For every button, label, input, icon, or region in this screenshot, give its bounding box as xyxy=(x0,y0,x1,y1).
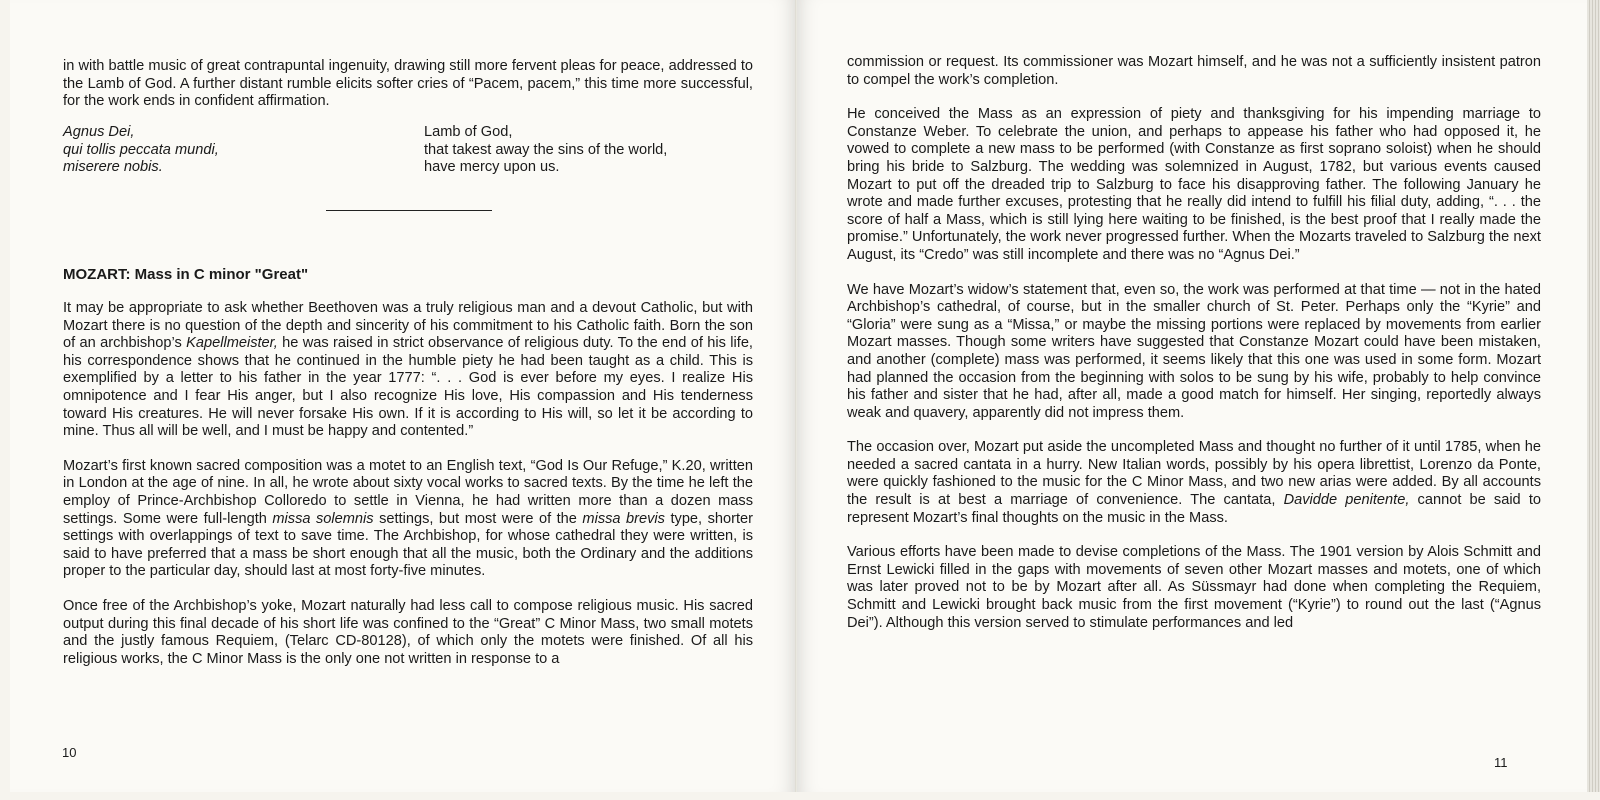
text-run: It may be appropriate to ask whether Beethoven was a truly religious man and a devout Catholic, but with Mozart there is no question of the depth and sincerity of his commitment to his Catholic faith. Born the son of an archbishop’s xyxy=(63,300,753,352)
paragraph-conception: He conceived the Mass as an expression of piety and thanksgiving for his impending marriage to Constanze Weber. To celebrate the union, and perhaps to appease his father who had opposed it, he vowed to complete a new mass to be performed (with Constanze as first soprano soloist) when he should bring his bride to Salzburg. The wedding was solemnized in August, 1782, but various events caused Mozart to put off the dreaded trip to Salzburg to face his disapproving father. The following January he wrote and made further excuses, protesting that he really did intend to fulfill his filial duty, adding, “. . . the score of half a Mass, which is still lying here waiting to be finished, is the best proof that I really made the promise.” Unfortunately, the work never progressed further. When the Mozarts traveled to Salzburg the next August, its “Credo” was still incomplete and there was no “Agnus Dei.” xyxy=(847,106,1541,263)
text-run: cannot be said to represent Mozart’s final thoughts on the music in the Mass. xyxy=(847,492,1541,526)
right-body xyxy=(847,54,1541,649)
right-page xyxy=(797,0,1587,792)
verse-latin-line: Agnus Dei, xyxy=(63,124,135,140)
text-run: he was raised in strict observance of religious duty. To the end of his life, his correspondence shows that he continued in the humble piety he had been taught as a child. This is exemplified by a letter to his father in the year 1777: “. . . God is ever before my eyes. I realize His omnipotence and I fear His anger, but I also recognize His love, His compassion and His tenderness toward His creatures. He will never forsake His own. If it is according to His will, so let it be according to mine. Thus all will be well, and I must be happy and contented.” xyxy=(63,335,753,440)
text-run-italic: missa brevis xyxy=(582,510,665,527)
text-run: type, shorter settings with overlappings of text to save time. The Archbishop, for whose cathedral they were written, is said to have preferred that a mass be short enough that all the music, both the Ordinary and the additions proper to the particular day, should last at most forty-five minutes. xyxy=(63,510,754,580)
verse-latin-line: qui tollis peccata mundi, xyxy=(63,141,219,158)
page-edges xyxy=(1587,0,1600,792)
text-run: The occasion over, Mozart put aside the uncompleted Mass and thought no further of it until 1785, when he needed a sacred cantata in a hurry. New Italian words, possibly by his opera librettist, Lorenzo da Ponte, were quickly fashioned to the music for the C Minor Mass, and two new arias were added. By all accounts the result is at best a marriage of convenience. The cantata, xyxy=(847,439,1541,509)
verse-english-line: that takest away the sins of the world, xyxy=(424,141,668,158)
paragraph-faith xyxy=(63,300,753,441)
intro-paragraph: in with battle music of great contrapuntal ingenuity, drawing still more fervent pleas for peace, addressed to the Lamb of God. A further distant rumble elicits softer cries of “Pacem, pacem,” this time more successful, for the work ends in confident affirmation. xyxy=(63,58,753,110)
paragraph-completions: Various efforts have been made to devise completions of the Mass. The 1901 version by Alois Schmitt and Ernst Lewicki filled in the gaps with movements of seven other Mozart masses and motets, one of which was later proved not to be by Mozart after all. As Süssmayr had done when completing the Requiem, Schmitt and Lewicki brought back music from the first movement (“Kyrie”) to round out the last (“Agnus Dei”). Although this version served to stimulate performances and led xyxy=(847,544,1541,631)
paragraph-first-composition xyxy=(63,458,753,581)
text-run: settings, but most were of the xyxy=(373,510,583,527)
page-number-left: 10 xyxy=(62,745,77,760)
verse-english-line: Lamb of God, xyxy=(424,124,513,140)
verse-english xyxy=(424,124,744,177)
text-run: Mozart’s first known sacred composition was a motet to an English text, “God Is Our Refuge,” K.20, written in London at the age of nine. In all, he wrote about sixty vocal works to sacred texts. By the time he left the employ of Prince-Archbishop Colloredo to settle in Vienna, he had written more than a dozen mass settings. Some were full-length xyxy=(63,457,753,527)
verse-english-line: have mercy upon us. xyxy=(424,159,560,176)
verse-latin-line: miserere nobis. xyxy=(63,159,163,176)
text-run-italic: missa solemnis xyxy=(272,510,374,527)
section-divider xyxy=(326,210,492,211)
text-run-italic: Kapellmeister, xyxy=(186,335,278,352)
left-body xyxy=(63,300,753,685)
paragraph-archbishop: Once free of the Archbishop’s yoke, Mozart naturally had less call to compose religious music. His sacred output during this final decade of his short life was confined to the “Great” C Minor Mass, two small motets and the justly famous Requiem, (Telarc CD-80128), of which only the motets were finished. Of all his religious works, the C Minor Mass is the only one not written in response to a xyxy=(63,597,753,667)
paragraph-cantata xyxy=(847,439,1541,527)
text-run-italic: Davidde penitente, xyxy=(1283,492,1410,509)
left-page xyxy=(10,0,795,792)
section-heading: MOZART: Mass in C minor "Great" xyxy=(63,266,309,283)
verse-latin xyxy=(63,124,363,177)
paragraph-commission: commission or request. Its commissioner was Mozart himself, and he was not a sufficiently insistent patron to compel the work’s completion. xyxy=(847,54,1541,88)
paragraph-performance: We have Mozart’s widow’s statement that, even so, the work was performed at that time — not in the hated Archbishop’s cathedral, of course, but in the smaller church of St. Peter. Perhaps only the “Kyrie” and “Gloria” were sung as a “Missa,” or maybe the missing portions were replaced by movements from earlier Mozart masses. Though some writers have suggested that Constanze Mozart could have been mistaken, and another (complete) mass was performed, it seems likely that this one was used in some form. Mozart had planned the occasion from the beginning with solos to be sung by his wife, probably to help convince his father and sister that he had, after all, made a good match for himself. Her singing, reportedly always weak and quavery, apparently did not impress them. xyxy=(847,281,1541,421)
page-number-right: 11 xyxy=(1494,755,1508,770)
